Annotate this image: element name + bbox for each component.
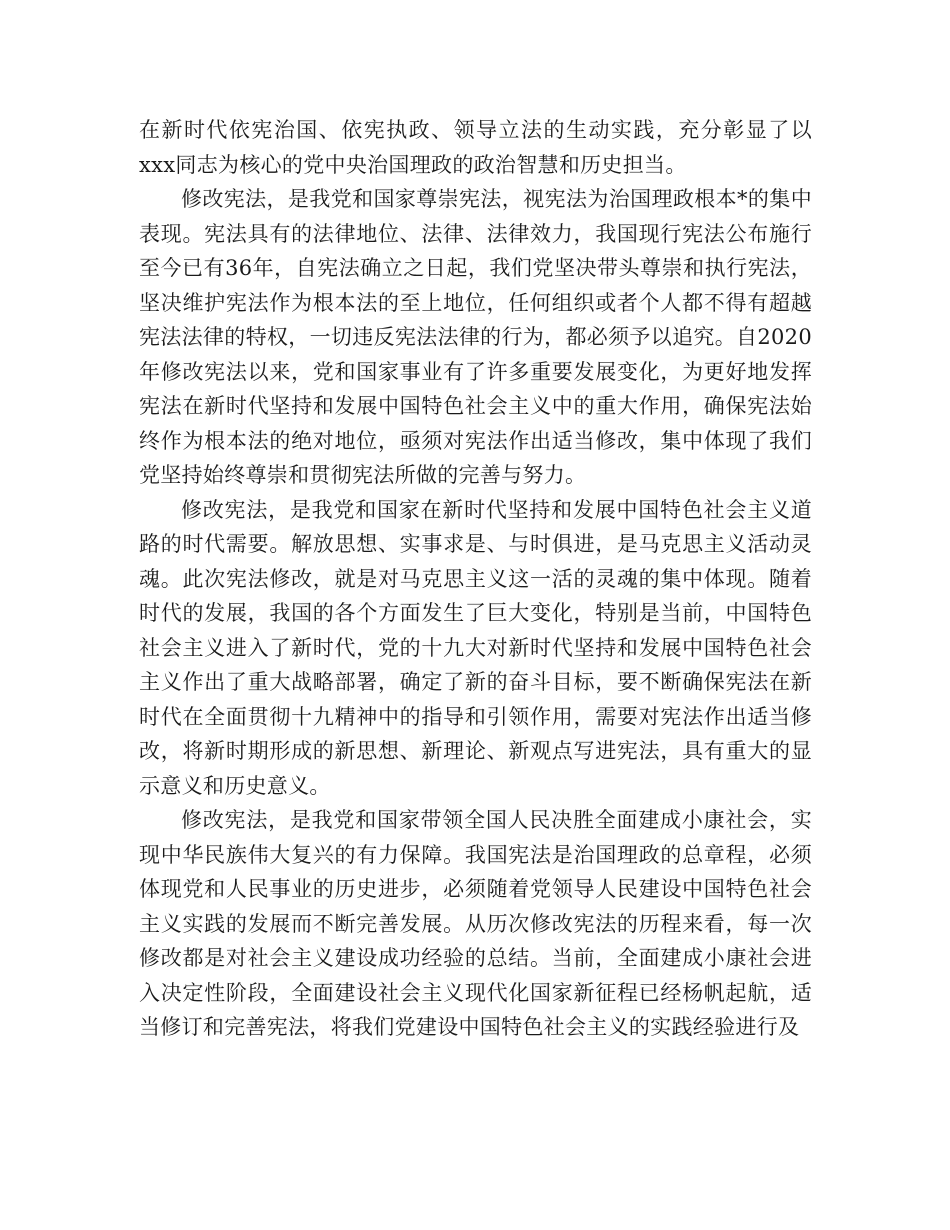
paragraph-2: 修改宪法，是我党和国家尊崇宪法，视宪法为治国理政根本*的集中表现。宪法具有的法律地位、法律、法律效力，我国现行宪法公布施行至今已有36年，自宪法确立之日起，我们党坚决带头尊崇和执行宪法，坚决维护宪法作为根本法的至上地位，任何组织或者个人都不得有超越宪法法律的特权，一切违反宪法法律的行为，都必须予以追究。自2020年修改宪法以来，党和国家事业有了许多重要发展变化，为更好地发挥宪法在新时代坚持和发展中国特色社会主义中的重大作用，确保宪法始终作为根本法的绝对地位，亟须对宪法作出适当修改，集中体现了我们党坚持始终尊崇和贯彻宪法所做的完善与努力。: [139, 187, 812, 487]
paragraph-3: 修改宪法，是我党和国家在新时代坚持和发展中国特色社会主义道路的时代需要。解放思想、实事求是、与时俱进，是马克思主义活动灵魂。此次宪法修改，就是对马克思主义这一活的灵魂的集中体现。随着时代的发展，我国的各个方面发生了巨大变化，特别是当前，中国特色社会主义进入了新时代，党的十九大对新时代坚持和发展中国特色社会主义作出了重大战略部署，确定了新的奋斗目标，要不断确保宪法在新时代在全面贯彻十九精神中的指导和引领作用，需要对宪法作出适当修改，将新时期形成的新思想、新理论、新观点写进宪法，具有重大的显示意义和历史意义。: [139, 497, 812, 798]
paragraph-1: 在新时代依宪治国、依宪执政、领导立法的生动实践，充分彰显了以xxx同志为核心的党中央治国理政的政治智慧和历史担当。: [139, 118, 812, 177]
document-body: [139, 113, 812, 1045]
paragraph-4: 修改宪法，是我党和国家带领全国人民决胜全面建成小康社会，实现中华民族伟大复兴的有力保障。我国宪法是治国理政的总章程，必须体现党和人民事业的历史进步，必须随着党领导人民建设中国特色社会主义实践的发展而不断完善发展。从历次修改宪法的历程来看，每一次修改都是对社会主义建设成功经验的总结。当前，全面建成小康社会进入决定性阶段，全面建设社会主义现代化国家新征程已经杨帆起航，适当修订和完善宪法，将我们党建设中国特色社会主义的实践经验进行及: [139, 808, 812, 1039]
